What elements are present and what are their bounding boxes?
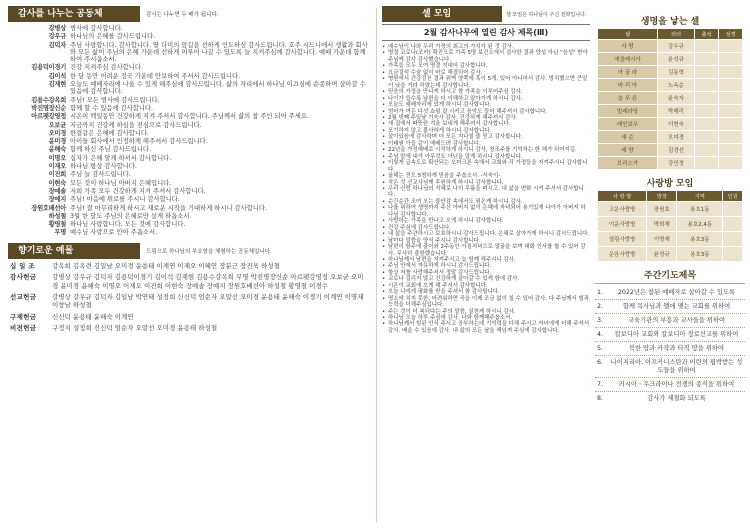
thanks-tree-item: • 살아있음에 감사하며 더 모든 지나칠 줄 믿고 감사합니다.: [382, 134, 590, 140]
cell-table-row: [598, 131, 743, 144]
cell-bible: [718, 40, 742, 53]
sarang-table-row: [598, 247, 743, 262]
cell-table-col-header: 성경: [718, 29, 742, 40]
thanks-tree-item: • 이태원 아들 같이 예배드려 감사합니다.: [382, 141, 590, 147]
cell-header: [382, 6, 590, 22]
cell-name: 에클레시아: [598, 53, 658, 66]
offering-list: [8, 262, 369, 333]
thanks-tree-title: 2월 감사나무에 열린 감사 제목(Ⅲ): [382, 24, 590, 41]
thanks-tree-list: [382, 44, 590, 334]
offering-names: 구정지 성정희 신신덕 엄순자 오말선 오미경 윤용태 하성철: [52, 324, 218, 333]
sarang-area: 용호1동: [677, 202, 723, 217]
cell-leader: 강우규: [658, 40, 695, 53]
thanks-title: 감사를 나누는 공동체: [8, 6, 140, 22]
cell-name: 사 랑: [598, 40, 658, 53]
thanks-name: 김재현: [48, 81, 66, 89]
cell-table-body: [598, 40, 743, 170]
sarang-col-header: 사 랑 방: [598, 191, 647, 202]
cell-leader: 김동혁: [658, 66, 695, 79]
sarang-name: 이운사랑방: [598, 217, 647, 232]
thanks-text: 십자가 은혜 알게 하셔서 감사합니다.: [70, 154, 172, 162]
thanks-tree-item: • 명절 코로나(조카) 확진으로 가족 5명 보건소에서 검사한 결과 양성 아닌 "음성" 받아 주님께 감사 감사했습니다.: [382, 50, 590, 63]
cell-name: 마 리 아: [598, 79, 658, 92]
thanks-name: 박진명장신순: [31, 104, 66, 112]
cell-attendance: [694, 131, 718, 144]
sarang-leader: 이명재: [647, 232, 677, 247]
thanks-row: [8, 130, 369, 137]
cell-name: 브리스가: [598, 157, 658, 170]
cell-attendance: [694, 53, 718, 66]
sarang-name: 고운사랑방: [598, 202, 647, 217]
offering-header: [8, 243, 369, 259]
thanks-row: [8, 64, 369, 71]
thanks-column: [8, 6, 369, 526]
thanks-text: 건강 지켜주심 감사합니다.: [70, 64, 143, 72]
thanks-text: 한결같은 은혜에 감사합니다.: [70, 129, 149, 137]
cell-table-row: [598, 79, 743, 92]
thanks-tree-item: • 하나님 오늘 하루 주심에 감사. 나와 함께해주옵소서.: [382, 315, 590, 321]
thanks-text: 하나님 사랑합니다. 모든 것에 감사합니다.: [70, 221, 186, 229]
thanks-tree-item: • 사랑하는 가족을 만나고 오게 하시니 감사합니다.: [382, 218, 590, 224]
thanks-row: [8, 188, 369, 195]
thanks-name: 무명: [54, 229, 66, 237]
prayer-text: 감사가 제철화 되도록: [647, 395, 706, 402]
thanks-text: 범사에 감사합니다.: [70, 25, 123, 32]
sarang-count: [723, 202, 743, 217]
sidebar-column: [595, 6, 745, 526]
thanks-row: [8, 122, 369, 129]
offering-label: 십 일 조: [10, 261, 35, 270]
thanks-row: [8, 25, 369, 32]
thanks-tree-item: • 오늘 나에게 평화를 받을 주셔서 참 감사합니다.: [382, 289, 590, 295]
thanks-row: [8, 146, 369, 153]
thanks-text: 하나님의 은혜를 감사드립니다.: [70, 33, 156, 41]
cell-name: 레인보우: [598, 118, 658, 131]
cell-leader: 윤숙자: [658, 92, 695, 105]
thanks-tree-item: • 우리 신랑 하나님의 지혜로 나의 무릎을 펴시고, 내 삶을 변화 시켜 주셔서 감사합니다.: [382, 186, 590, 199]
thanks-text: 함께 하신 주님 감사드립니다.: [70, 146, 151, 154]
weekly-prayer-item: [595, 314, 745, 328]
thanks-text: 하나님 항상 감사합니다.: [70, 163, 137, 171]
thanks-tree-item: • 시온이 교회에 오게 해 주셔서 감사합니다.: [382, 283, 590, 289]
thanks-header: [8, 6, 369, 22]
thanks-text: 예수님 사랑으로 안아 주옵소서.: [70, 229, 158, 237]
sarang-count: [723, 232, 743, 247]
cell-leader: 이현숙: [658, 118, 695, 131]
cell-attendance: [694, 40, 718, 53]
offering-names: 강옥희 김옥련 김일남 오미경 윤용태 이계연 이재오 이혜연 장분근 장진욱 하성철: [52, 261, 280, 270]
prayer-number: 7.: [597, 381, 604, 388]
cell-attendance: [694, 66, 718, 79]
sarang-table-row: [598, 202, 743, 217]
sarang-table: [597, 190, 743, 262]
sarang-count: [723, 247, 743, 262]
thanks-row: [8, 180, 369, 187]
thanks-subtitle: 감사는 나누면 두 배가 됩니다.: [146, 12, 219, 18]
thanks-tree-item: • 하나님께서 힘된 안식 주시고 공부하는데 기억력을 더해 주시고 자녀에게 더해 주셔서 감사. 배울 수 있음에 감사. 내 삶의 모든 날을 책임져 주심에 감사합니다.: [382, 321, 590, 334]
thanks-text: 함께 할 수 있음에 감사합니다.: [70, 104, 154, 112]
thanks-name: 오보균: [48, 121, 66, 129]
sarang-count: [723, 217, 743, 232]
cell-table-col-header: 출석: [694, 29, 718, 40]
thanks-tree-item: • 명소에 치지 못한, 어려워하면 곡을 이제 조금 없이 칠 수 있어 감사. 다 주님께서 힘과 능력을 더해주심입니다.: [382, 296, 590, 309]
sarang-area: 용호3동: [677, 232, 723, 247]
thanks-name: 윤미경: [48, 138, 66, 146]
weekly-prayer-item: [595, 286, 745, 300]
thanks-tree-item: • 주는 것이 더 복되다는 주의 말씀, 실천케 하시니 감사.: [382, 309, 590, 315]
cell-leader: 강민정: [658, 157, 695, 170]
thanks-text: 주님 사랑합니다. 감사합니다. 딸 다미의 앞길을 선하게 인도하심 감사드립니다. 호주 시드니에서 생활과 회사와 모든 삶이 주님의 은혜 가운데 선하게 이루어 나갈 수 있도록 늘 지켜주심에 감사합니다. 예배 가운데 함께 하여 주시옵소서.: [70, 41, 368, 64]
prayer-text: 교육기관의 부흥과 교사들을 위하여: [627, 317, 726, 324]
offering-row: [8, 273, 369, 290]
sarang-table-row: [598, 232, 743, 247]
offering-row: [8, 293, 369, 310]
weekly-prayer-item: [595, 356, 745, 378]
weekly-prayer-item: [595, 378, 745, 392]
prayer-number: 8.: [597, 395, 604, 402]
thanks-name: 강우규: [48, 33, 66, 41]
thanks-tree-item: • 하나님께서 남편을 지켜주시고 늘 함께 해주시니 감사.: [382, 257, 590, 263]
thanks-name: 황영철: [48, 221, 66, 229]
thanks-tree-item: • 가족들 모두 모여 명절 지내어 감사합니다.: [382, 63, 590, 69]
cell-attendance: [694, 79, 718, 92]
thanks-text: 오늘도 예배자리에 나올 수 있게 해주심에 감사드립니다. 삶의 자리에서 하나님 이끄심에 순종하며 살아갈 수 있음에 감사합니다.: [70, 81, 366, 96]
cell-leader: 박헤리: [658, 105, 695, 118]
sarang-area: 용호3동: [677, 247, 723, 262]
thanks-row: [8, 42, 369, 64]
thanks-row: [8, 105, 369, 112]
thanks-name: 이재오: [48, 163, 66, 171]
weekly-prayer-item: [595, 300, 745, 314]
cell-bible: [718, 118, 742, 131]
weekly-prayer-item: [595, 328, 745, 342]
sarang-table-title: 사랑방 모임: [646, 179, 694, 189]
weekly-prayer-list: [595, 286, 745, 405]
cell-attendance: [694, 157, 718, 170]
thanks-name: 이현숙: [48, 179, 66, 187]
cell-attendance: [694, 144, 718, 157]
thanks-name: 윤해숙: [48, 146, 66, 154]
prayer-number: 6.: [597, 359, 604, 366]
sarang-leader: 윤성규: [647, 247, 677, 262]
thanks-row: [8, 196, 369, 203]
thanks-text: 한 달 동안 어려운 정국 가운데 안보하여 주셔서 감사드립니다.: [70, 72, 241, 80]
cell-name: 예 향: [598, 144, 658, 157]
sarang-area: 용호2,4동: [677, 217, 723, 232]
prayer-number: 4.: [597, 331, 604, 338]
cell-bible: [718, 105, 742, 118]
thanks-name: 장예솔: [48, 187, 66, 195]
cell-table-row: [598, 144, 743, 157]
cell-table-row: [598, 118, 743, 131]
cell-bible: [718, 66, 742, 79]
offering-label: 선교헌금: [10, 292, 37, 301]
thanks-tree-item: • 새 집에서 따뜻한 겨울 보내게 해주셔서 감사합니다.: [382, 121, 590, 127]
thanks-row: [8, 171, 369, 178]
thanks-row: [8, 113, 369, 120]
cell-name: 늘 푸 른: [598, 92, 658, 105]
thanks-name: 오미경: [48, 129, 66, 137]
thanks-name: 김덕자: [48, 41, 66, 49]
column-divider: [376, 8, 377, 522]
prayer-text: 함께 목사님과 엘애 맺는 교회를 위하여: [622, 303, 731, 310]
thanks-tree-item: • 포기하지 않고 붙사하게 하시니 감사합니다.: [382, 128, 590, 134]
weekly-prayer-divider: [595, 283, 745, 284]
cell-table-title: 생명을 낳는 셀: [640, 17, 700, 27]
cell-leader: 오미경: [658, 131, 695, 144]
thanks-name: 이진희: [48, 171, 66, 179]
prayer-text: 2022년은 참된 예배자로 살아갈 수 있도록: [617, 289, 736, 296]
cell-table-row: [598, 157, 743, 170]
thanks-tree-item: • 코로나 걸리지 않고 건강하게 살아갈 수 있게 함에 감사.: [382, 276, 590, 282]
cell-meeting-column: [382, 6, 590, 526]
offering-names: 강병상 강우규 김덕자 김용덕이경기 김이석 김재현 김용수강옥희 무명 박진명장신순 아르펫강영정 오보균 오미경 윤미경 윤해숙 이명오 이재오 이진희 이현숙 장예솔 장예지 장원호배선아 하성철 황영철 이경수: [52, 273, 364, 290]
prayer-number: 5.: [597, 345, 604, 352]
thanks-name: 하성철: [48, 212, 66, 220]
thanks-tree-item: • 엄마가 여든 다섯 쇼핑 잘 시키고 음악도 들어 해주셔서 감사합니다.: [382, 109, 590, 115]
sarang-name: 운음사랑방: [598, 247, 647, 262]
cell-table-row: [598, 105, 743, 118]
cell-leader: 윤성규: [658, 53, 695, 66]
thanks-tree-item: • 나를 위하여 생명까지 주신 아버지 없이 은혜에 자녀되어 용기있게 나아가 아버지 하나님 감사합니다.: [382, 205, 590, 218]
thanks-row: [8, 221, 369, 228]
cell-attendance: [694, 118, 718, 131]
thanks-text: 아이들 회사에서 인정하게 해주셔서 감사드립니다.: [70, 138, 208, 146]
thanks-name: 이명오: [48, 154, 66, 162]
weekly-prayer-title: 주간기도제목: [643, 271, 697, 281]
thanks-text: 주님! 잘 마무리하게 하시고 새로운 시작을 기대하게 하시니 감사합니다.: [70, 204, 267, 212]
cell-bible: [718, 131, 742, 144]
thanks-tree-item: • 내 삶을 주관하시고 보호하시니 감사드립니다. 은혜로 살아가게 하시니 감사드립니다.: [382, 231, 590, 237]
thanks-list: [8, 25, 369, 237]
prayer-text: 러시아ㆍ우크라이나 전쟁의 종식을 위하여: [618, 381, 735, 388]
cell-bible: [718, 79, 742, 92]
cell-bible: [718, 144, 742, 157]
thanks-name: 김용덕이경기: [31, 64, 66, 72]
offering-row: [8, 313, 369, 321]
thanks-tree-item: • 주님 안에서 자유하게 하시니 감사드립니다.: [382, 263, 590, 269]
cell-bible: [718, 53, 742, 66]
thanks-tree-item: • 올해는 전도 5명하게 믿음을 주옵소서. -서숙이-: [382, 173, 590, 179]
sarang-col-header: 방장: [647, 191, 677, 202]
offering-names: 강병상 강우규 김덕자 김일남 박연태 성정희 신신덕 엄순자 오말선 오미경 윤용태 윤해숙 이경기 이계연 이명재 이창남 하성철: [52, 292, 364, 310]
offering-row: [8, 262, 369, 270]
thanks-text: 모든 것이 하나님 아버지 은혜입니다.: [70, 179, 172, 187]
cell-name: 빌레라당: [598, 105, 658, 118]
thanks-tree-item: • 병원에서 건강검진 결과 위벽 양쪽에 혹이 5개, 있어 아니어서 감사. 방치했으면 큰일이 났을 거라 하였는데 감사합니다.: [382, 76, 590, 89]
offering-row: [8, 324, 369, 332]
thanks-tree-item: • 남편이 함주에 출어와 2주동안 아침저녁으로 얼굴을 보며 대화 인사를 할 수 있어 감사. 무사히 출항했습니다.: [382, 244, 590, 257]
offering-subtitle: 드림으로 하나님의 부요함을 체험하는 공동체입니다.: [146, 248, 272, 255]
thanks-tree-item: • 오늘도 예배자리에 있게 하시니 감사합니다.: [382, 102, 590, 108]
thanks-row: [8, 229, 369, 236]
offering-label: 비전헌금: [10, 324, 37, 333]
cell-table-col-header: 셀: [598, 29, 658, 40]
thanks-tree-item: • 나이가 들수록 남편을 더 이해하고 알아가게 하시니 감사.: [382, 96, 590, 102]
thanks-name: 장원호배선아: [31, 204, 66, 212]
offering-names: 신신덕 윤용태 윤해숙 이계연: [52, 312, 134, 321]
thanks-tree-item: • 건강 주심에 감사드립니다.: [382, 225, 590, 231]
sarang-table-row: [598, 217, 743, 232]
cell-name: 아 굴 라: [598, 66, 658, 79]
prayer-text: 칼보디아 교회와 칼보디아 장로선교를 위하여: [614, 331, 739, 338]
thanks-tree-item: • 주님 말에 내가 아무것도 아닌을 알게 하시니 감사합니다.: [382, 154, 590, 160]
cell-bible: [718, 157, 742, 170]
thanks-tree-item: • 예수님이 나와 우리 가정의 최고의 가치가 된 것 감사.: [382, 44, 590, 50]
weekly-prayer-item: [595, 342, 745, 356]
thanks-text: 지금까지 건강케 하심을 진심으로 감사드립니다.: [70, 121, 202, 129]
cell-table-row: [598, 53, 743, 66]
sarang-table-body: [598, 202, 743, 262]
thanks-name: 장예지: [48, 196, 66, 204]
sarang-col-header: 지역: [677, 191, 723, 202]
thanks-name: 강병상: [48, 25, 66, 32]
thanks-row: [8, 97, 369, 104]
thanks-text: 주님! 마음에 위로를 주시니 감사합니다.: [70, 196, 180, 204]
weekly-prayer-item: [595, 392, 745, 405]
prayer-number: 2.: [597, 303, 604, 310]
thanks-row: [8, 81, 369, 96]
cell-leader: 김경선: [658, 144, 695, 157]
thanks-name: 김용수강옥희: [31, 96, 66, 104]
thanks-row: [8, 138, 369, 145]
thanks-row: [8, 33, 369, 40]
thanks-row: [8, 205, 369, 212]
thanks-row: [8, 163, 369, 170]
prayer-number: 1.: [597, 289, 604, 296]
thanks-text: 주님! 모든 범사에 감사드립니다.: [70, 96, 160, 104]
thanks-tree-item: • 항상 저를 사랑해주셔서 정말 감사드립니다.: [382, 270, 590, 276]
prayer-number: 3.: [597, 317, 604, 324]
cell-leader: 노옥순: [658, 79, 695, 92]
offering-label: 구제헌금: [10, 312, 37, 321]
cell-table-row: [598, 66, 743, 79]
thanks-name: 아르펫강영정: [31, 113, 66, 121]
thanks-row: [8, 155, 369, 162]
cell-table-col-header: 리더: [658, 29, 695, 40]
thanks-text: 3월 한 달도 주님의 은혜로만 살게 하옵소서.: [70, 212, 192, 220]
sarang-table-header: [598, 191, 743, 202]
cell-attendance: [694, 105, 718, 118]
thanks-row: [8, 73, 369, 80]
cell-title: 셀 모임: [382, 6, 502, 22]
thanks-tree-item: • 요금결석 수술 없이 바로 해결되어 감사.: [382, 70, 590, 76]
cell-name: 새 순: [598, 131, 658, 144]
thanks-tree-item: • 날마다 말씀을 양식 주시니 감사합니다.: [382, 238, 590, 244]
prayer-text: 나이지리아, 아프카니스탄과 이란의 핍박받는 성도들을 위하여: [610, 359, 743, 374]
sarang-leader: 장원호: [647, 202, 677, 217]
cell-attendance: [694, 92, 718, 105]
thanks-tree-item: • 22년을 가정예배로 시작하게 하시니 감사, 천조주를 기억하는 한 해가 되어지길.: [382, 147, 590, 153]
offering-label: 감사헌금: [10, 273, 37, 282]
thanks-text: 주님 늘 감사드립니다.: [70, 171, 131, 179]
thanks-tree-item: • 작은 것 선교사님께 후원하게 하시니 감사합니다.: [382, 180, 590, 186]
sarang-name: 열림사랑방: [598, 232, 647, 247]
thanks-tree-item: • 이렇게 급속도로 확산되는 오미크론 속에서 교회와 각 가정들을 지켜주시니 감사합니다.: [382, 160, 590, 173]
thanks-text: 저희 가족 모두 건강하게 지켜 주셔서 감사합니다.: [70, 187, 206, 195]
prayer-text: 북한 땅과 카작과 타직 땅을 위하여: [628, 345, 725, 352]
cell-table: [597, 28, 743, 170]
thanks-tree-item: • 믿음의 가정을 만나게 하시고 함 가족을 이루어주심 감사.: [382, 89, 590, 95]
thanks-text: 시온이 백일동안 건강하게 지켜 주셔서 감사합니다. 주님께서 삶의 참 주인 되어 주세요.: [70, 113, 309, 121]
offering-title: 향기로운 예물: [8, 243, 140, 259]
sarang-col-header: 인원: [723, 191, 743, 202]
sarang-leader: 박희재: [647, 217, 677, 232]
cell-table-row: [598, 40, 743, 53]
thanks-tree-item: • 순간순간 조여 오는 불안감 속에서도 평온케 하시니 감사.: [382, 199, 590, 205]
thanks-name: 김이석: [48, 72, 66, 80]
cell-table-header: [598, 29, 743, 40]
thanks-tree-item: • 2월 넷째 주일날 기숙사 감사. 건강하게 해주셔서 감사.: [382, 115, 590, 121]
cell-bible: [718, 92, 742, 105]
thanks-row: [8, 213, 369, 220]
cell-table-row: [598, 92, 743, 105]
cell-subtitle: 셀 모임은 하나님이 주신 전략입니다.: [506, 11, 587, 18]
